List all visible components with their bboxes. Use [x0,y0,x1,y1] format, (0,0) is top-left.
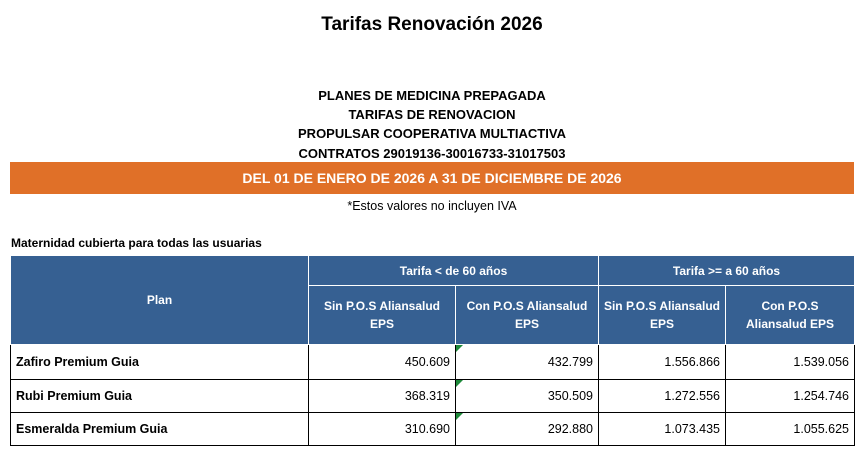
rate-cell: 1.254.746 [726,380,855,413]
rate-cell: 368.319 [309,380,456,413]
rate-cell: 310.690 [309,413,456,446]
rate-cell: 1.055.625 [726,413,855,446]
table-row [11,413,855,446]
table-row [11,380,855,413]
rate-cell: 292.880 [456,413,599,446]
header-line-2: TARIFAS DE RENOVACION [348,107,516,122]
sub-header-under-60-con-pos: Con P.O.S Aliansalud EPS [456,286,599,345]
rates-table [10,255,855,446]
rate-cell: 432.799 [456,345,599,380]
rate-cell: 1.556.866 [599,345,726,380]
header-line-3: PROPULSAR COOPERATIVA MULTIACTIVA [298,126,566,141]
period-band: DEL 01 DE ENERO DE 2026 A 31 DE DICIEMBRE DE 2026 [10,162,854,194]
group-header-under-60: Tarifa < de 60 años [309,256,599,286]
iva-note: *Estos valores no incluyen IVA [347,199,517,213]
plan-header: Plan [11,256,309,345]
plan-name: Esmeralda Premium Guia [11,413,309,446]
rate-cell: 350.509 [456,380,599,413]
sub-header-60-plus-sin-pos: Sin P.O.S Aliansalud EPS [599,286,726,345]
plan-name: Zafiro Premium Guia [11,345,309,380]
header-line-4: CONTRATOS 29019136-30016733-31017503 [298,146,566,161]
group-header-60-plus: Tarifa >= a 60 años [599,256,855,286]
rate-cell: 1.272.556 [599,380,726,413]
rate-cell: 1.539.056 [726,345,855,380]
page-title: Tarifas Renovación 2026 [321,14,543,35]
sub-header-60-plus-con-pos: Con P.O.S Aliansalud EPS [726,286,855,345]
sub-header-under-60-sin-pos: Sin P.O.S Aliansalud EPS [309,286,456,345]
plan-name: Rubi Premium Guia [11,380,309,413]
table-caption: Maternidad cubierta para todas las usuarias [11,236,262,250]
rate-cell: 450.609 [309,345,456,380]
header-line-1: PLANES DE MEDICINA PREPAGADA [318,88,546,103]
rate-cell: 1.073.435 [599,413,726,446]
table-row [11,345,855,380]
